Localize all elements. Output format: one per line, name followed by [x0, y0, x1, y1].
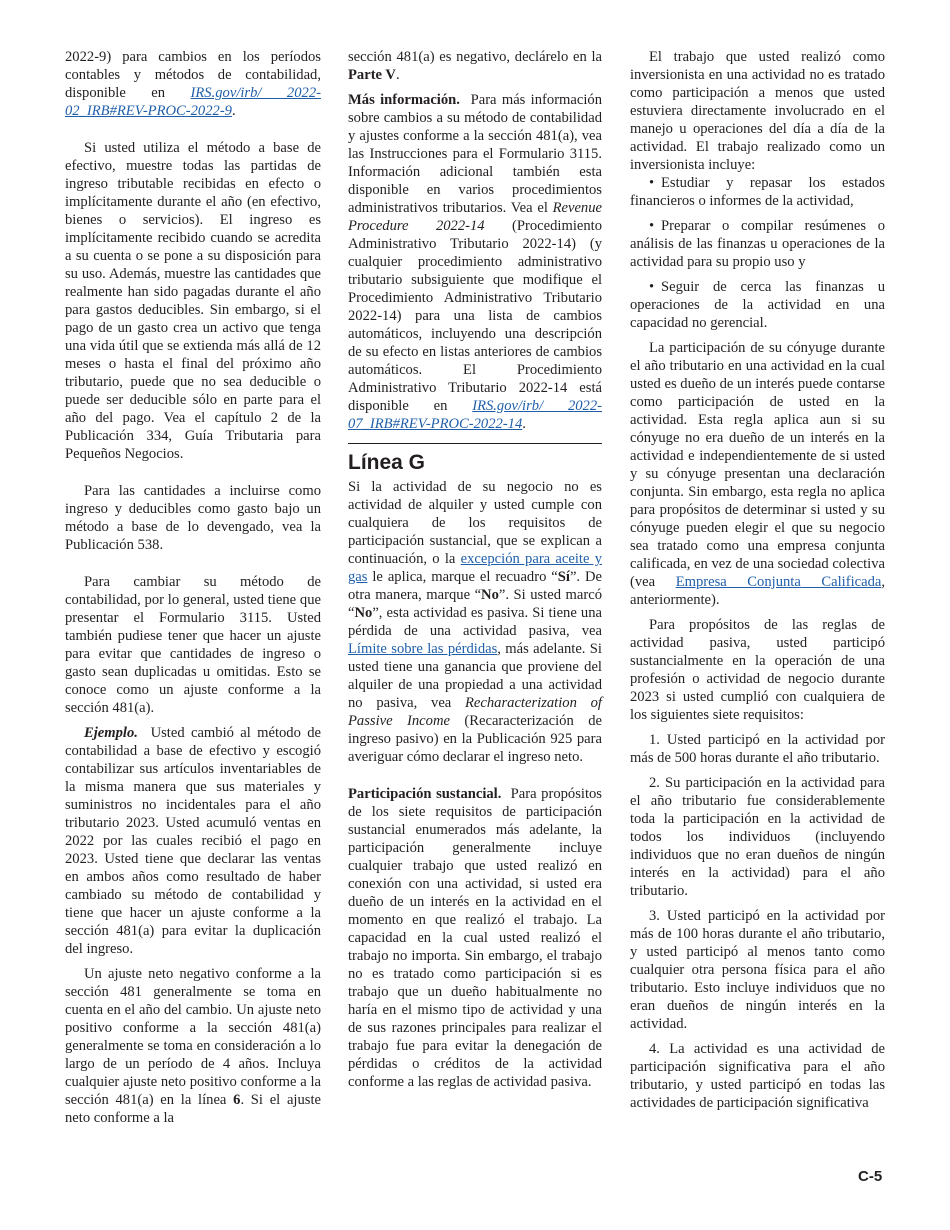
excepcion-aceite-gas-link[interactable]: excepción para aceite y gas [348, 551, 602, 585]
bullet-item: • Preparar o compilar resúmenes o análisis de las finanzas u operaciones de la actividad para su propio uso y [630, 218, 885, 270]
page-number: C-5 [858, 1168, 883, 1185]
bullet-item: • Estudiar y repasar los estados financieros o informes de la actividad, [630, 175, 885, 209]
col1-paragraph-6: Un ajuste neto negativo conforme a la sección 481 generalmente se toma en cuenta en el año del cambio. Un ajuste neto positivo conforme a la sección 481(a) generalmente se toma en consideración a lo largo de un período de 4 años. Incluya cualquier ajuste neto positivo conforme a la sección 481(a) en la línea 6. Si el ajuste neto conforme a la [65, 966, 321, 1126]
bullet-item: • Seguir de cerca las finanzas u operaciones de la actividad en una capacidad no gerencial. [630, 279, 885, 331]
requirement-item: 2. Su participación en la actividad para el año tributario fue considerablemente toda la participación en la actividad de todos los individuos (incluyendo individuos que no eran dueños de ningún interés en la actividad) para el año tributario. [630, 775, 885, 899]
limite-perdidas-link[interactable]: Límite sobre las pérdidas [348, 641, 498, 657]
col1-paragraph-3: Para las cantidades a incluirse como ingreso y deducibles como gasto bajo un método a base de lo devengado, vea la Publicación 538. [65, 483, 321, 553]
column-1 [65, 48, 321, 1127]
linea-g-paragraph: Si la actividad de su negocio no es actividad de alquiler y usted cumple con cualquiera de los requisitos de participación sustancial, que se explican a continuación, o la excepción para aceite y gas le aplica, marque el recuadro “Sí”. De otra manera, marque “No”. Si usted marcó “No”, esta actividad es pasiva. Si tiene una pérdida de una actividad pasiva, vea Límite sobre las pérdidas, más adelante. Si usted tiene una ganancia que proviene del alquiler de una propiedad a una actividad no pasiva, vea Recharacterization of Passive Income (Recaracterización de ingreso pasivo) en la Publicación 925 para averiguar cómo declarar el ingreso neto. [348, 479, 602, 765]
col2-paragraph-1: sección 481(a) es negativo, declárelo en la Parte V. [348, 49, 602, 83]
bullet-icon: • [649, 175, 655, 191]
col3-paragraph-1: El trabajo que usted realizó como inversionista en una actividad no es tratado como participación a menos que usted estuviera directamente involucrado en el manejo u operaciones del día a día de la actividad. El trabajo realizado como un inversionista incluye: [630, 49, 885, 173]
empresa-conjunta-calificada-link[interactable]: Empresa Conjunta Calificada [675, 574, 882, 590]
participacion-sustancial-lead: Participación sustancial. [348, 786, 502, 802]
column-2 [348, 48, 602, 1091]
requirement-item: 3. Usted participó en la actividad por más de 100 horas durante el año tributario, y usted participó al menos tanto como cualquier otra persona física para el año tributario. Esto incluye individuos que no eran dueños de ningún interés en la actividad. [630, 908, 885, 1032]
requirement-item: 4. La actividad es una actividad de participación significativa para el año tributario, y usted participó en todas las actividades de participación significativa [630, 1041, 885, 1111]
mas-informacion-paragraph: Más información. Para más información sobre cambios a su método de contabilidad y ajustes conforme a la sección 481(a), vea las Instrucciones para el Formulario 3115. Información adicional también esta disponible en varios procedimientos administrativos tributarios. Vea el Revenue Procedure 2022-14 (Procedimiento Administrativo Tributario 2022-14) (y cualquier procedimiento administrativo tributario subsiguiente que modifique el Procedimiento Administrativo Tributario 2022-14) para una lista de cambios automáticos, incluyendo una descripción de su efecto en listas anteriores de cambios automáticos. El Procedimiento Administrativo Tributario 2022-14 está disponible en IRS.gov/irb/ 2022-07_IRB#REV-PROC-2022-14. [348, 92, 603, 432]
requirement-item: 1. Usted participó en la actividad por más de 500 horas durante el año tributario. [630, 732, 885, 766]
col3-paragraph-3: Para propósitos de las reglas de actividad pasiva, usted participó sustancialmente en la operación de una profesión o actividad de negocio durante 2023 si usted cumplió con cualquiera de los siguientes siete requisitos: [630, 617, 885, 723]
bullet-icon: • [649, 279, 655, 295]
col1-paragraph-2: Si usted utiliza el método a base de efectivo, muestre todas las partidas de ingreso tributable recibidas en efecto o implícitamente durante el año (en efectivo, bienes o servicios). El ingreso es implícitamente recibido cuando se acredita a su cuenta o se pone a su disposición para su uso. Además, muestre las cantidades que realmente han sido pagadas durante el año para gastos deducibles. Sin embargo, si el pago de un gasto crea un activo que tenga una vida útil que se extienda más allá de 12 meses o hasta el final del próximo año tributario, puede que no sea deducible o puede ser deducible sólo en parte para el año del pago. Vea el capítulo 2 de la Publicación 334, Guía Tributaria para Pequeños Negocios. [65, 140, 321, 462]
irs-rev-proc-2022-14-link[interactable]: IRS.gov/irb/ 2022-07_IRB#REV-PROC-2022-14 [348, 398, 602, 432]
col1-example-paragraph: Ejemplo. Usted cambió al método de contabilidad a base de efectivo y escogió contabilizar sus artículos inventariables de la misma manera que sus materiales y suministros no incidentales para el año tributario 2023. Usted acumuló ventas en 2022 por las cuales recibió el pago en 2023. Usted tiene que declarar las ventas en ambos años como resultado de haber cambiado su método de contabilidad y tiene que hacer un ajuste conforme a la sección 481(a) para evitar la duplicación del ingreso. [65, 725, 321, 957]
col1-paragraph-1: 2022-9) para cambios en los períodos contables y métodos de contabilidad, disponible en IRS.gov/irb/ 2022-02_IRB#REV-PROC-2022-9. [65, 49, 321, 119]
example-lead: Ejemplo. [84, 725, 138, 741]
participacion-sustancial-paragraph: Participación sustancial. Para propósitos de los siete requisitos de participación sustancial enumerados más adelante, la participación generalmente incluye cualquier trabajo que usted realizó en conexión con una actividad, si usted era dueño de un interés en la actividad en el momento en que realizó el trabajo. La capacidad en la cual usted realizó el trabajo no importa. Sin embargo, el trabajo no es tratado como participación si es trabajo que un dueño habitualmente no haría en el mismo tipo de actividad y una de sus razones principales para realizar el trabajo fue para evitar la denegación de pérdidas o créditos de la actividad conforme a las reglas de actividad pasiva. [348, 786, 602, 1090]
col3-paragraph-2: La participación de su cónyuge durante el año tributario en una actividad en la cual usted es dueño de un interés puede contarse como participación de usted en la actividad. Esta regla aplica aun si su cónyuge no era dueño de un interés en la actividad e independientemente de si usted y su cónyuge presentan una declaración conjunta. Sin embargo, esta regla no aplica para propósitos de determinar si usted y su cónyuge pueden elegir el que su negocio sea tratado como una empresa conjunta calificada, en vez de una sociedad colectiva (vea Empresa Conjunta Calificada, anteriormente). [630, 340, 886, 608]
mas-informacion-lead: Más información. [348, 92, 460, 108]
bullet-icon: • [649, 218, 655, 234]
col1-paragraph-4: Para cambiar su método de contabilidad, por lo general, usted tiene que presentar el Formulario 3115. Usted también pudiese tener que hacer un ajuste para evitar que cantidades de ingreso o gasto sean duplicadas u omitidas. Esto se conoce como un ajuste conforme a la sección 481(a). [65, 574, 321, 716]
irs-rev-proc-2022-9-link[interactable]: IRS.gov/irb/ 2022-02_IRB#REV-PROC-2022-9 [65, 85, 321, 119]
section-divider [348, 443, 602, 444]
column-3 [630, 48, 885, 1112]
section-heading-linea-g: Línea G [348, 451, 426, 474]
